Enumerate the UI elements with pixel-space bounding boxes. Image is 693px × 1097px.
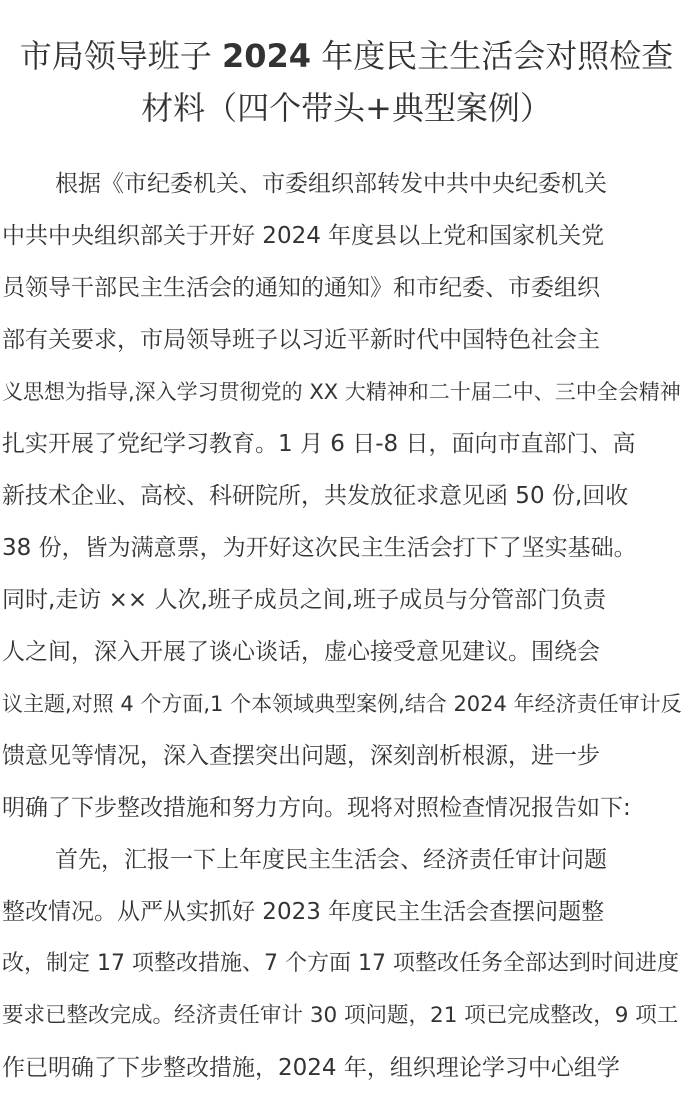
body-line: 作已明确了下步整改措施，2024 年，组织理论学习中心组学 [2,1055,620,1081]
title-year: 2024 [221,37,312,75]
body-line: 议主题,对照 4 个方面,1 个本领域典型案例,结合 2024 年经济责任审计反 [2,692,682,716]
body-line: 要求已整改完成。经济责任审计 30 项问题，21 项已完成整改，9 项工 [2,1003,679,1028]
body-line: 明确了下步整改措施和努力方向。现将对照检查情况报告如下: [2,795,631,821]
body-line: 根据《市纪委机关、市委组织部转发中共中央纪委机关 [55,171,607,197]
document-body [2,158,693,1094]
body-line: 馈意见等情况，深入查摆突出问题，深刻剖析根源，进一步 [2,743,600,769]
body-line: 扎实开展了党纪学习教育。1 月 6 日-8 日，面向市直部门、高 [2,431,636,457]
body-line: 同时,走访 ×× 人次,班子成员之间,班子成员与分管部门负责 [2,587,607,613]
title-part-1: 市局领导班子 [19,37,222,75]
body-line: 义思想为指导,深入学习贯彻党的 XX 大精神和二十届二中、三中全会精神 [2,380,681,404]
body-line: 部有关要求，市局领导班子以习近平新时代中国特色社会主 [2,327,600,353]
body-line: 员领导干部民主生活会的通知的通知》和市纪委、市委组织 [2,275,600,301]
body-line: 中共中央组织部关于开好 2024 年度县以上党和国家机关党 [2,223,605,249]
body-line: 新技术企业、高校、科研院所，共发放征求意见函 50 份,回收 [2,483,629,509]
body-line: 人之间，深入开展了谈心谈话，虚心接受意见建议。围绕会 [2,639,600,665]
document-title [0,0,693,134]
body-line: 38 份，皆为满意票，为开好这次民主生活会打下了坚实基础。 [2,535,637,561]
body-line: 首先，汇报一下上年度民主生活会、经济责任审计问题 [55,847,607,873]
body-line: 整改情况。从严从实抓好 2023 年度民主生活会查摆问题整 [2,899,605,925]
title-part-2: 年度民主生活会对照检查材料（四个带头+典型案例） [141,37,674,127]
body-line: 改，制定 17 项整改措施、7 个方面 17 项整改任务全部达到时间进度 [2,951,679,976]
